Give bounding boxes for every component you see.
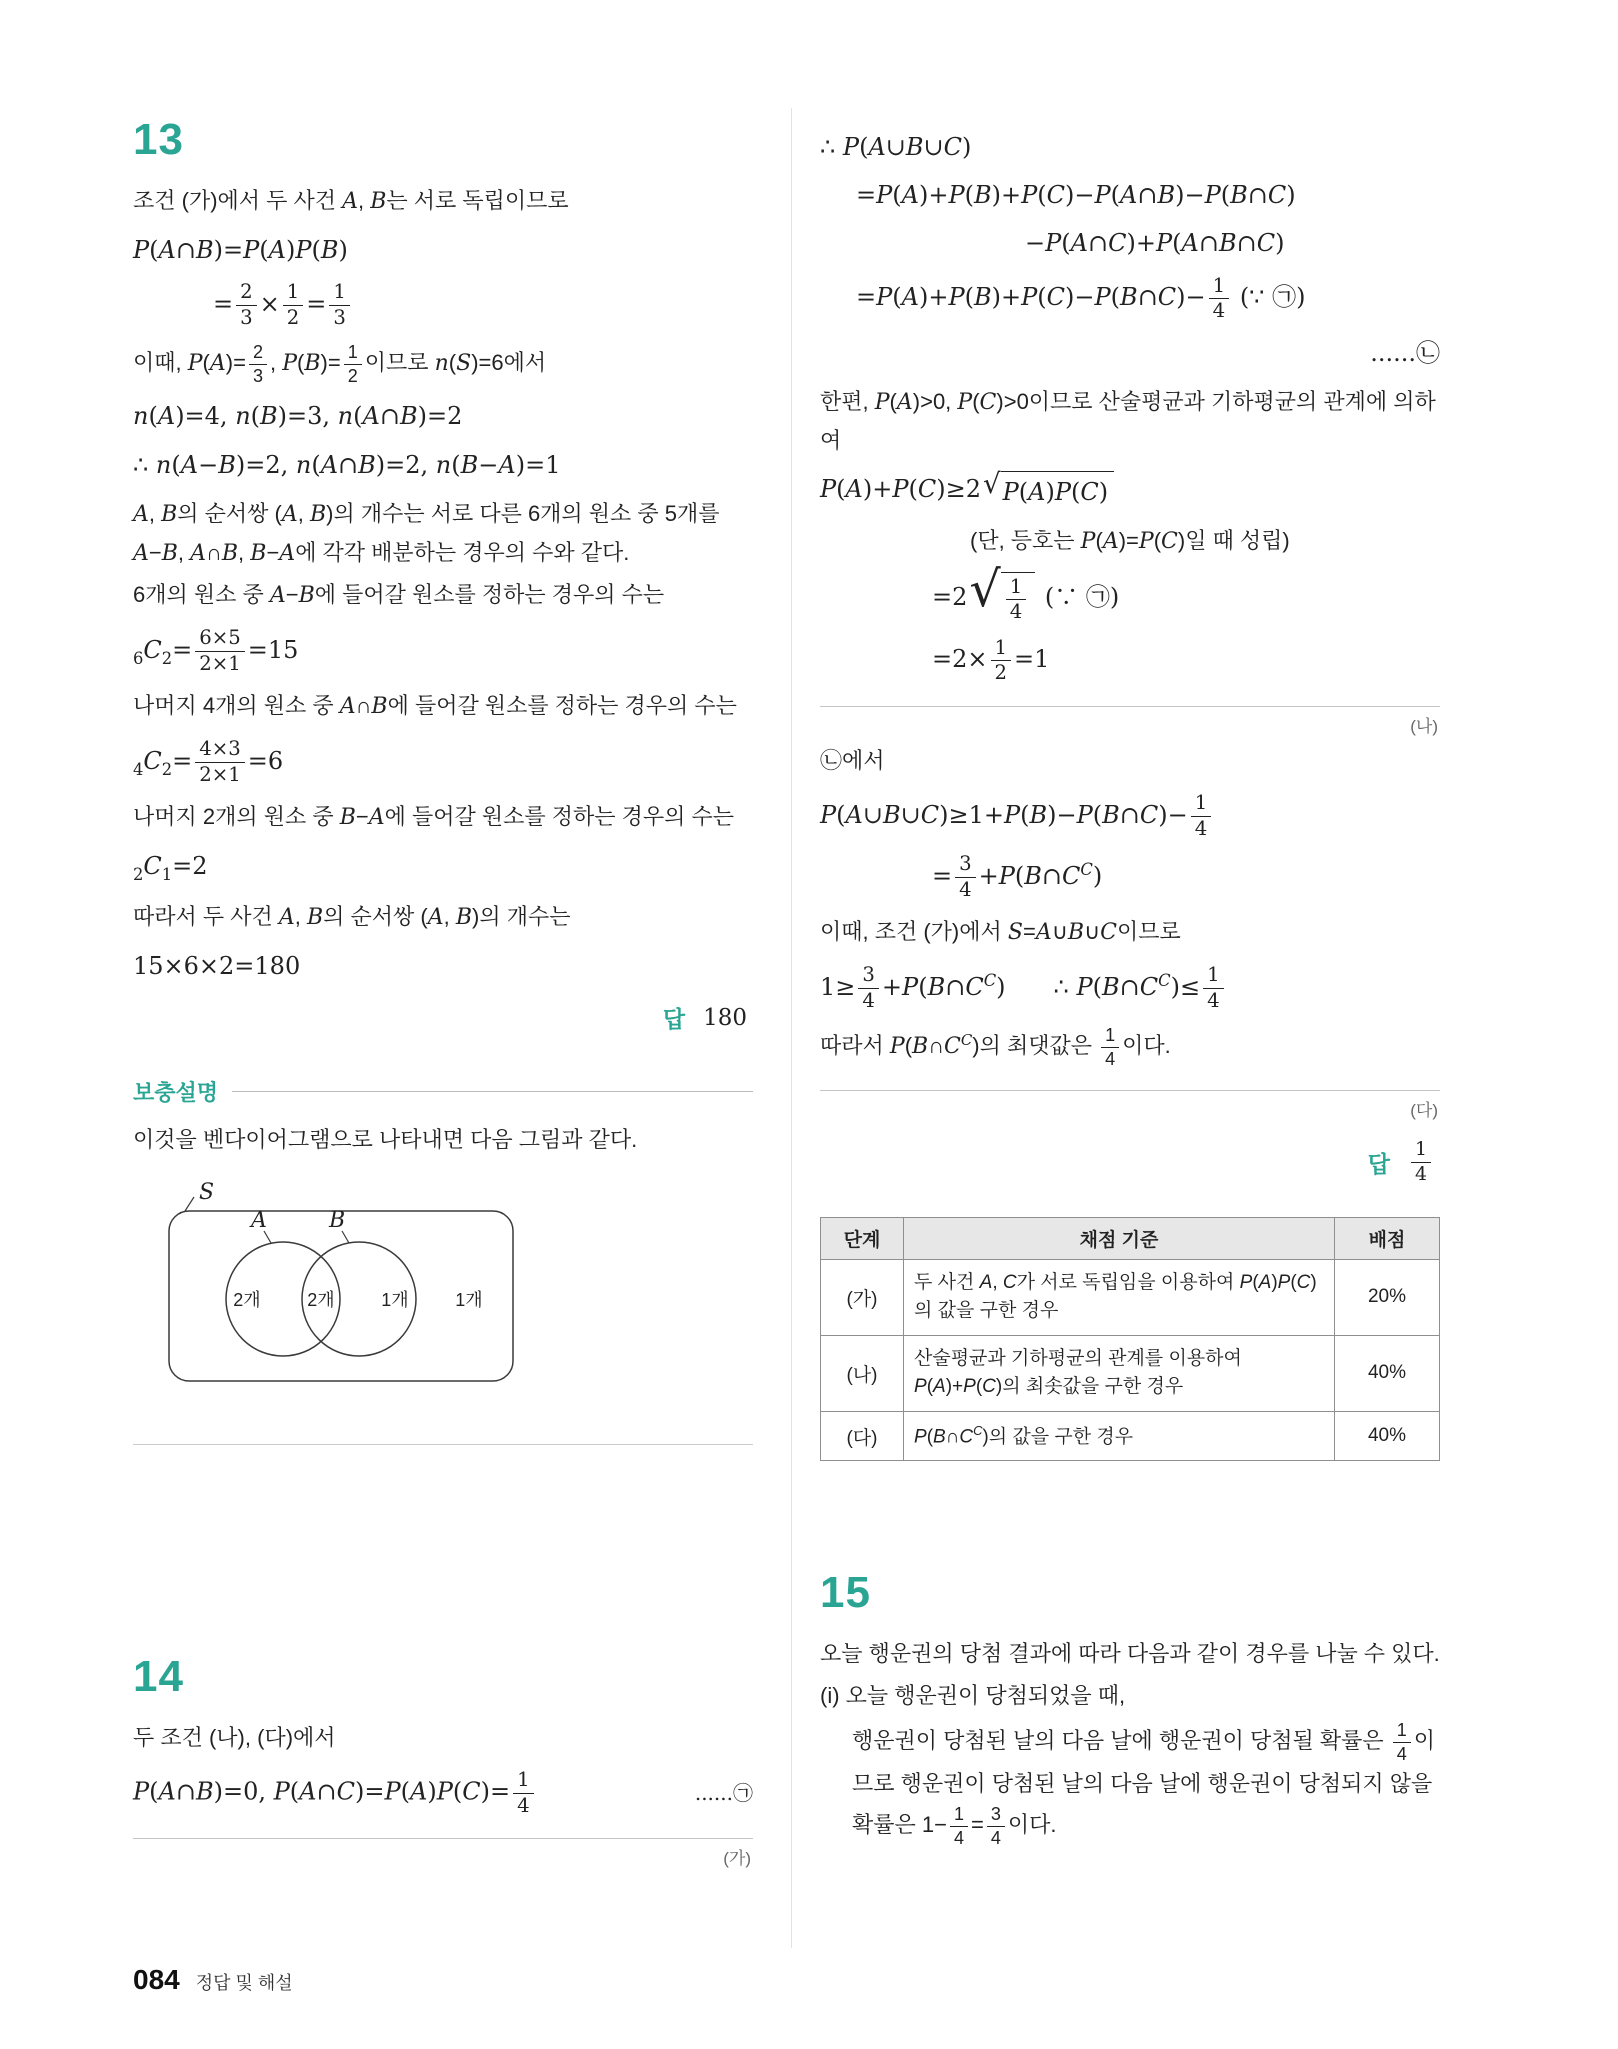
text-line bbox=[133, 1719, 753, 1757]
line-text: ㉡에서 bbox=[820, 748, 885, 774]
text-line bbox=[133, 495, 753, 573]
line-text: 두 조건 (나), (다)에서 bbox=[133, 1725, 336, 1751]
answer-label: 답 bbox=[1367, 1151, 1390, 1178]
line-text: P(A∩B)=P(A)P(B) bbox=[133, 235, 348, 264]
line-text: =2 √ $\frac{1}{4}$ (∵ ㉠) bbox=[932, 559, 1120, 624]
venn-region-outside: 1개 bbox=[455, 1290, 483, 1311]
line-text: $_2C_1=2$ bbox=[133, 852, 208, 885]
line-text: =P(A)+P(B)+P(C)−P(B∩C)− $\frac{1}{4}$ (∵ ㉠) bbox=[856, 273, 1306, 323]
venn-set-b-label: B bbox=[329, 1208, 346, 1234]
text-line bbox=[820, 129, 1440, 166]
line-text: 행운권이 당첨된 날의 다음 날에 행운권이 당첨될 확률은 $\frac{1}{4}$ 이므로 행운권이 당첨된 날의 다음 날에 행운권이 당첨되지 않을 확률은 1− $\frac{1}{4}$ = $\frac{3}{4}$ 이다. bbox=[852, 1720, 1439, 1848]
text-line bbox=[133, 280, 753, 330]
line-text: P(A∪B∪C)≥1+P(B)−P(B∩C)− $\frac{1}{4}$ bbox=[820, 801, 1214, 829]
line-text: 따라서 $P(B\cap C^C)$의 최댓값은 $\frac{1}{4}$ 이다. bbox=[820, 1025, 1171, 1069]
rubric-score: 40% bbox=[1335, 1335, 1440, 1411]
problem-13-solution bbox=[133, 182, 753, 985]
rubric-score: 20% bbox=[1335, 1259, 1440, 1335]
right-column bbox=[820, 118, 1440, 1853]
text-line bbox=[133, 798, 753, 837]
step-marker-na: (나) bbox=[1410, 717, 1438, 737]
page-footer bbox=[133, 1964, 293, 1996]
text-line bbox=[820, 225, 1440, 262]
problem-13-number: 13 bbox=[133, 115, 184, 164]
text-line bbox=[820, 1677, 1440, 1715]
line-text: 나머지 4개의 원소 중 A∩B에 들어갈 원소를 정하는 경우의 수는 bbox=[133, 693, 737, 720]
text-line bbox=[133, 576, 753, 615]
text-line bbox=[820, 274, 1440, 324]
problem-15-section bbox=[820, 1568, 1440, 1849]
rubric-header-score: 배점 bbox=[1335, 1217, 1440, 1259]
line-text: 1≥ $\frac{3}{4}$ $+P(B\cap C^C)$ ∴ $P(B\cap C^C)\le$ $\frac{1}{4}$ bbox=[820, 973, 1227, 1001]
step-rule-na bbox=[820, 706, 1440, 738]
rubric-table-header bbox=[821, 1217, 1440, 1259]
line-text: 한편, P(A)>0, P(C)>0이므로 산술평균과 기하평균의 관계에 의하여 bbox=[820, 388, 1436, 453]
text-line bbox=[133, 626, 753, 676]
line-text: n(A)=4, n(B)=3, n(A∩B)=2 bbox=[133, 402, 463, 431]
text-line bbox=[820, 1719, 1440, 1849]
problem-15-solution bbox=[820, 1635, 1440, 1849]
problem-14-continued-section bbox=[820, 129, 1440, 1461]
text-line bbox=[820, 383, 1440, 460]
text-line bbox=[820, 177, 1440, 214]
rubric-step: (다) bbox=[821, 1411, 904, 1461]
venn-region-b-only: 1개 bbox=[381, 1290, 409, 1311]
text-line bbox=[133, 182, 753, 221]
page-number: 084 bbox=[133, 1964, 180, 1995]
venn-universe-tick bbox=[185, 1197, 194, 1211]
answer-value: 180 bbox=[703, 1004, 747, 1031]
line-text: 이때, 조건 (가)에서 S=A∪B∪C이므로 bbox=[820, 919, 1181, 946]
left-column bbox=[133, 115, 753, 1870]
text-line bbox=[820, 559, 1440, 625]
text-line bbox=[820, 963, 1440, 1013]
rubric-row bbox=[821, 1411, 1440, 1461]
rubric-criteria: 산술평균과 기하평균의 관계를 이용하여 P(A)+P(C)의 최솟값을 구한 경우 bbox=[904, 1335, 1335, 1411]
supplement-rule bbox=[232, 1091, 753, 1092]
line-text: 조건 (가)에서 두 사건 A, B는 서로 독립이므로 bbox=[133, 188, 569, 214]
equation-reference: ......㉠ bbox=[694, 1780, 753, 1805]
rubric-step: (가) bbox=[821, 1259, 904, 1335]
text-line bbox=[133, 687, 753, 726]
rubric-table bbox=[820, 1217, 1440, 1462]
text-line bbox=[820, 466, 1440, 511]
text-line bbox=[820, 742, 1440, 780]
text-line bbox=[133, 848, 753, 887]
text-line bbox=[820, 522, 1440, 561]
supplement-header bbox=[133, 1076, 753, 1107]
line-text: ......㉡ bbox=[1370, 338, 1440, 367]
line-text: 6개의 원소 중 A−B에 들어갈 원소를 정하는 경우의 수는 bbox=[133, 582, 665, 609]
text-line bbox=[133, 737, 753, 787]
text-line bbox=[133, 232, 753, 269]
rubric-step: (나) bbox=[821, 1335, 904, 1411]
text-line bbox=[133, 898, 753, 937]
step-marker-da: (다) bbox=[1410, 1101, 1438, 1121]
text-line bbox=[133, 398, 753, 435]
line-text: P(A∩B)=0, P(A∩C)=P(A)P(C)= $\frac{1}{4}$ bbox=[133, 1768, 537, 1818]
problem-14-section bbox=[133, 1652, 753, 1870]
text-line bbox=[820, 791, 1440, 841]
problem-14-answer bbox=[820, 1138, 1434, 1186]
problem-14-solution-part1 bbox=[820, 129, 1440, 686]
supplement-intro: 이것을 벤다이어그램으로 나타내면 다음 그림과 같다. bbox=[133, 1127, 638, 1153]
line-text: 이때, P(A)= $\frac{2}{3}$ , P(B)= $\frac{1}{2}$ 이므로 n(S)=6에서 bbox=[133, 342, 547, 386]
line-text: (i) 오늘 행운권이 당첨되었을 때, bbox=[820, 1683, 1126, 1709]
problem-14-solution bbox=[133, 1719, 753, 1818]
line-text: A, B의 순서쌍 (A, B)의 개수는 서로 다른 6개의 원소 중 5개를 A−B, A∩B, B−A에 각각 배분하는 경우의 수와 같다. bbox=[133, 500, 726, 566]
text-line bbox=[820, 636, 1440, 686]
rubric-header-step: 단계 bbox=[821, 1217, 904, 1259]
problem-14-number: 14 bbox=[133, 1652, 184, 1702]
text-line bbox=[820, 913, 1440, 952]
answer-label: 답 bbox=[662, 1006, 686, 1033]
line-text: P(A)+P(C)≥2 √ P(A)P(C) bbox=[820, 475, 1116, 503]
line-text: (단, 등호는 P(A)=P(C)일 때 성립) bbox=[970, 527, 1290, 554]
venn-set-a-label: A bbox=[251, 1208, 267, 1234]
text-line bbox=[820, 1635, 1440, 1673]
section-divider bbox=[133, 1444, 753, 1445]
venn-diagram bbox=[161, 1179, 753, 1400]
line-text: 나머지 2개의 원소 중 B−A에 들어갈 원소를 정하는 경우의 수는 bbox=[133, 804, 734, 831]
problem-14-solution-part2 bbox=[820, 742, 1440, 1070]
line-text: 따라서 두 사건 A, B의 순서쌍 (A, B)의 개수는 bbox=[133, 904, 571, 931]
venn-svg bbox=[161, 1179, 561, 1394]
answer-value: $\frac{1}{4}$ bbox=[1408, 1138, 1434, 1186]
column-divider bbox=[791, 108, 792, 1948]
supplement-title: 보충설명 bbox=[133, 1080, 219, 1106]
line-text: 15×6×2=180 bbox=[133, 952, 301, 981]
line-text: =2× $\frac{1}{2}$ =1 bbox=[932, 635, 1050, 685]
step-rule-da bbox=[820, 1090, 1440, 1122]
problem-13-section bbox=[133, 115, 753, 1034]
rubric-criteria: 두 사건 A, C가 서로 독립임을 이용하여 P(A)P(C)의 값을 구한 경우 bbox=[904, 1259, 1335, 1335]
text-line bbox=[820, 1024, 1440, 1070]
text-line bbox=[133, 1768, 753, 1818]
text-line bbox=[820, 852, 1440, 902]
line-text: ∴ n(A−B)=2, n(A∩B)=2, n(B−A)=1 bbox=[133, 450, 561, 479]
supplement-section bbox=[133, 1076, 753, 1400]
rubric-row bbox=[821, 1259, 1440, 1335]
venn-region-a-only: 2개 bbox=[233, 1290, 261, 1311]
text-line bbox=[133, 447, 753, 484]
step-marker-ga: (가) bbox=[723, 1849, 751, 1869]
line-text: 오늘 행운권의 당첨 결과에 따라 다음과 같이 경우를 나눌 수 있다. bbox=[820, 1641, 1440, 1667]
text-line bbox=[820, 335, 1440, 372]
line-text: $_6C_2=$ $\frac{6\times 5}{2\times 1}$ =15 bbox=[133, 626, 299, 675]
venn-region-intersection: 2개 bbox=[307, 1290, 335, 1311]
problem-15-number: 15 bbox=[820, 1568, 871, 1618]
rubric-criteria: $P(B\cap C^C)$의 값을 구한 경우 bbox=[904, 1411, 1335, 1461]
line-text: = $\frac{3}{4}$ $+P(B\cap C^C)$ bbox=[932, 852, 1103, 901]
line-text: −P(A∩C)+P(A∩B∩C) bbox=[1025, 229, 1285, 258]
rubric-header-criteria: 채점 기준 bbox=[904, 1217, 1335, 1259]
line-text: ∴ P(A∪B∪C) bbox=[820, 133, 972, 161]
rubric-row bbox=[821, 1335, 1440, 1411]
rubric-score: 40% bbox=[1335, 1411, 1440, 1461]
problem-13-answer bbox=[133, 1001, 747, 1034]
venn-universe-label: S bbox=[199, 1180, 215, 1206]
line-text: $_4C_2=$ $\frac{4\times 3}{2\times 1}$ =6 bbox=[133, 737, 284, 786]
text-line bbox=[133, 948, 753, 985]
footer-label: 정답 및 해설 bbox=[195, 1973, 293, 1993]
line-text: = $\frac{2}{3}$ × $\frac{1}{2}$ = $\frac{1}{3}$ bbox=[213, 290, 353, 318]
line-text: =P(A)+P(B)+P(C)−P(A∩B)−P(B∩C) bbox=[856, 181, 1296, 210]
step-rule-ga bbox=[133, 1838, 753, 1870]
text-line bbox=[133, 341, 753, 387]
